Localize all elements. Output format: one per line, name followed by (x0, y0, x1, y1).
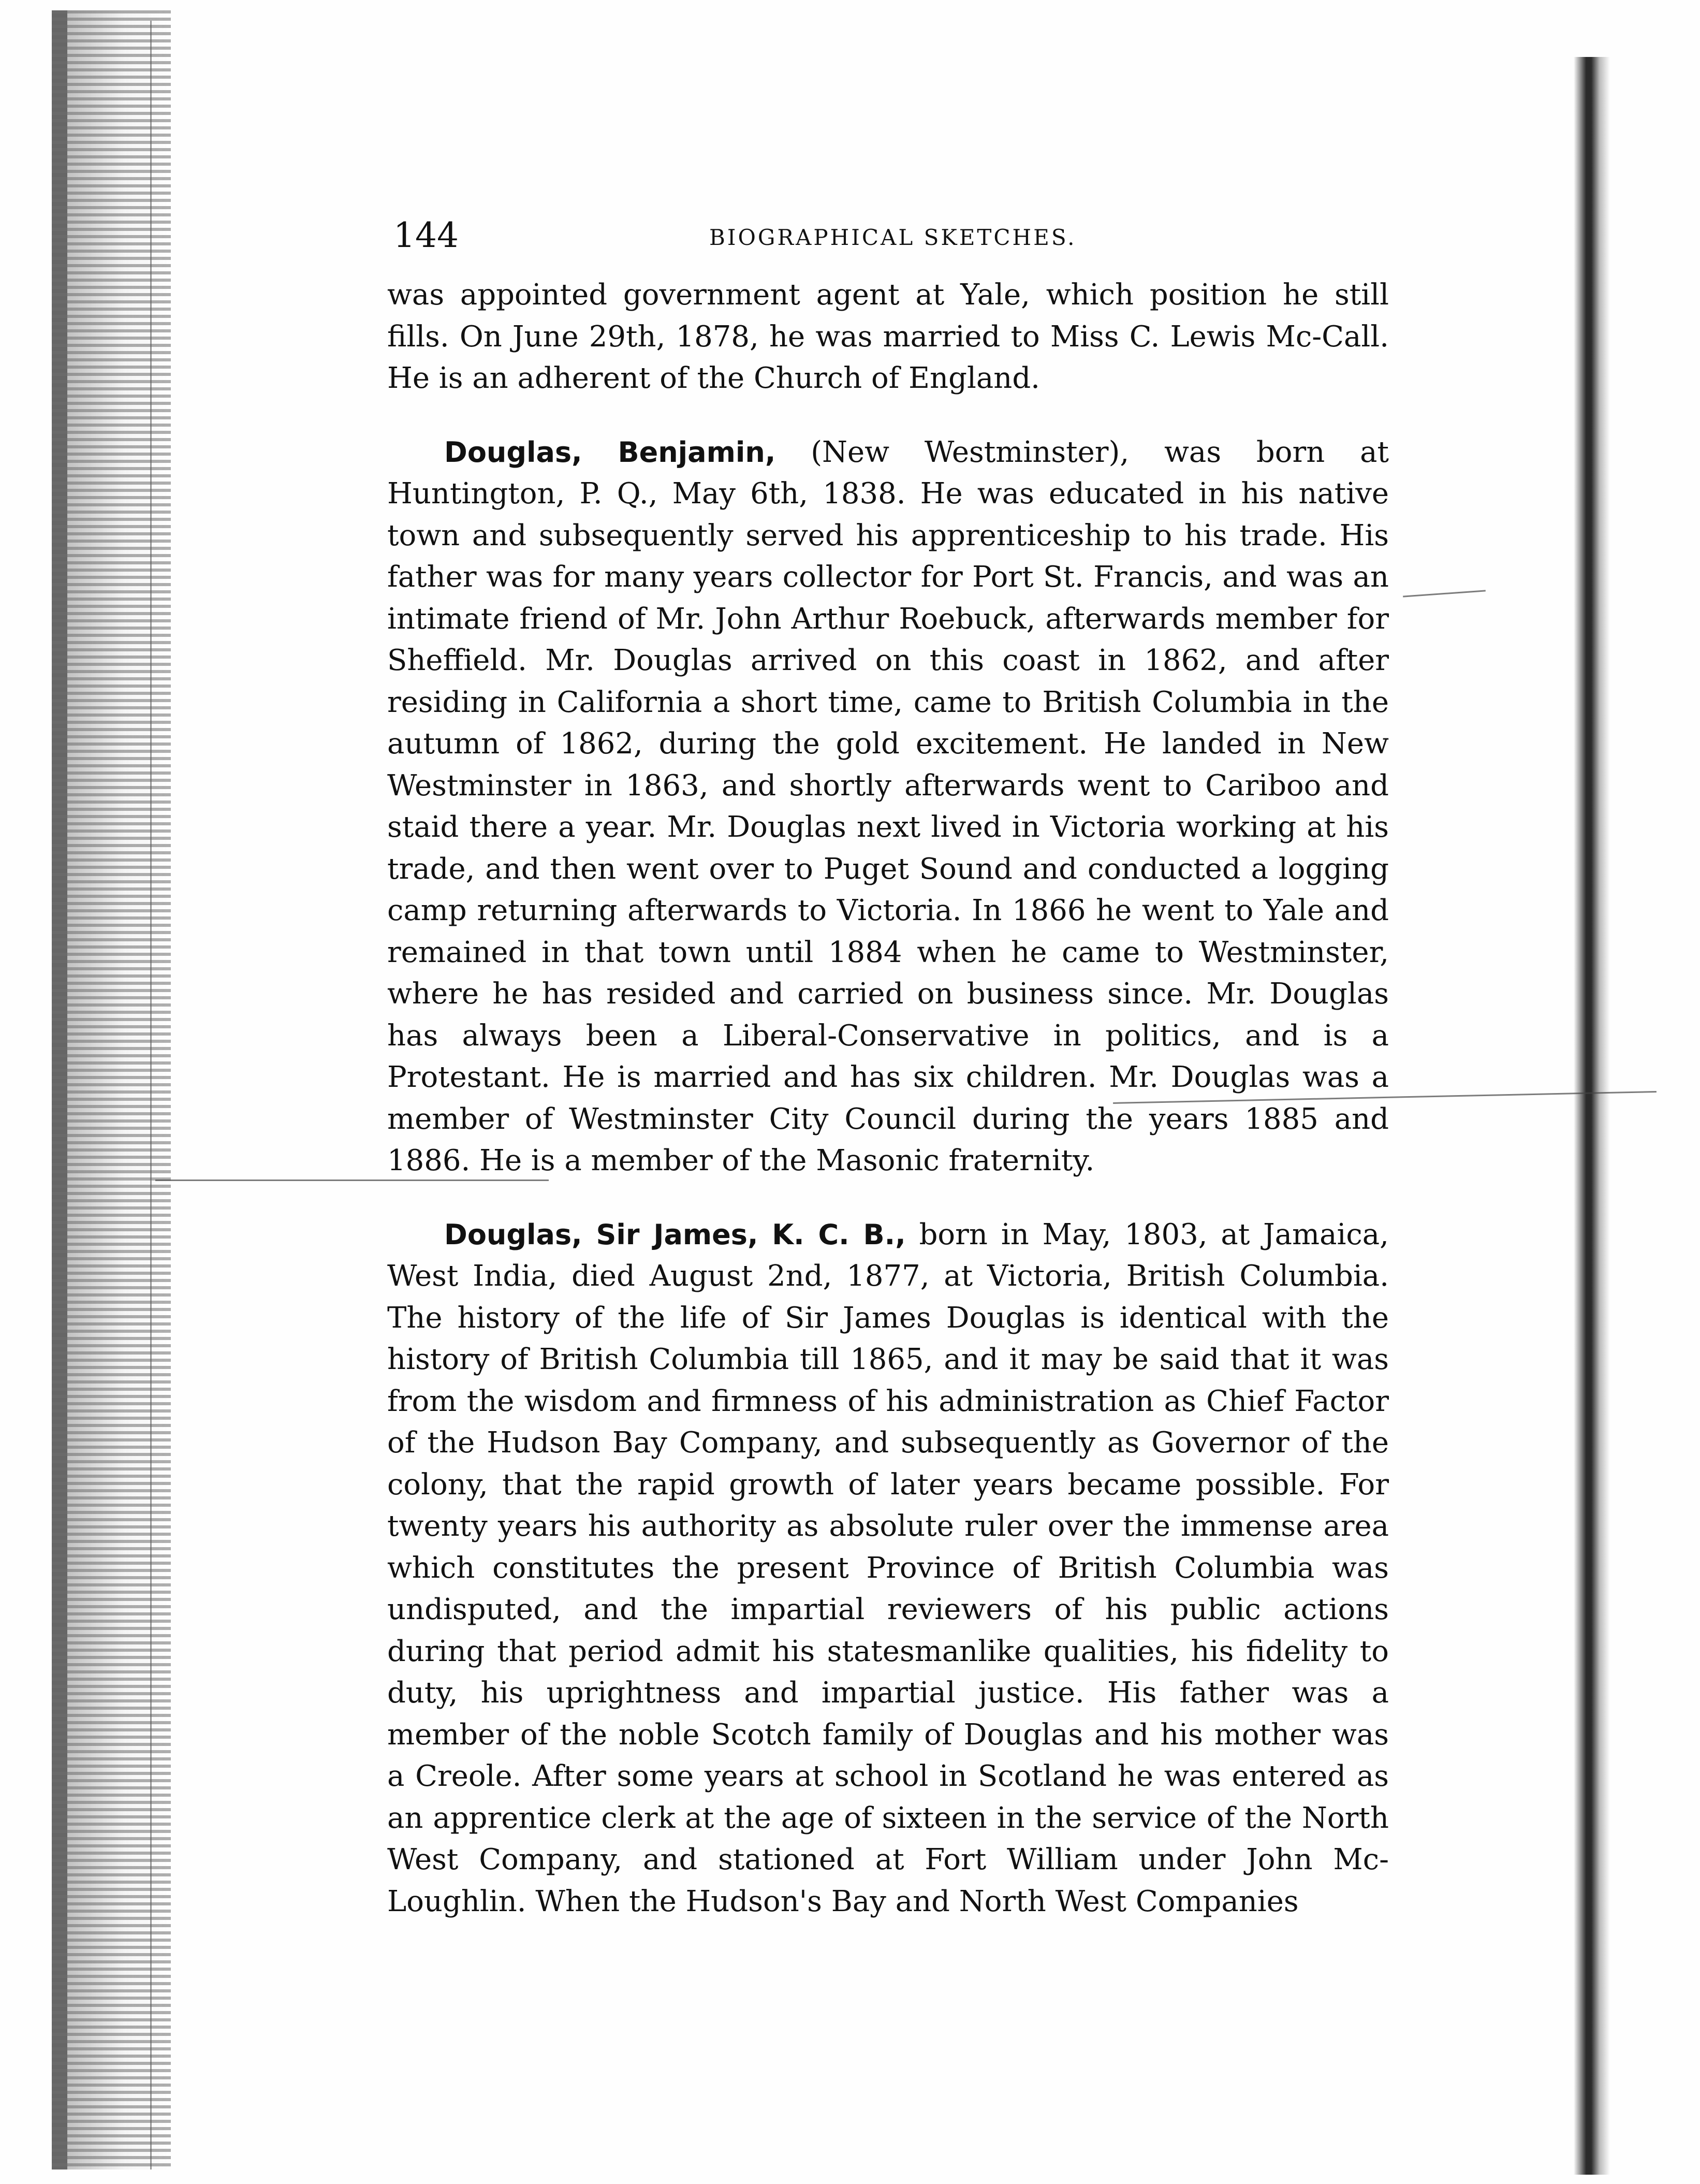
binding-rule-left (150, 21, 152, 2170)
entry-text: (New Westminster), was born at Huntington, P. Q., May 6th, 1838. He was educated in his native town and subsequently served his apprenticeship to his trade. His father was for many years collector for Port St. Francis, and was an intimate friend of Mr. John Arthur Roebuck, afterwards member for Sheffield. Mr. Douglas arrived on this coast in 1862, and after residing in California a short time, came to British Columbia in the autumn of 1862, during the gold excitement. He landed in New Westminster in 1863, and shortly afterwards went to Cariboo and staid there a year. Mr. Douglas next lived in Victoria working at his trade, and then went over to Puget Sound and conducted a logging camp returning afterwards to Victoria. In 1866 he went to Yale and remained in that town until 1884 when he came to Westminster, where he has resided and carried on business since. Mr. Douglas has always been a Liberal-Conservative in politics, and is a Protestant. He is married and has six children. Mr. Douglas was a member of Westminster City Council during the years 1885 and 1886. He is a member of the Masonic fraternity. (387, 435, 1389, 1177)
binding-edge-right (1574, 57, 1610, 2175)
entry-text: was appointed government agent at Yale, which position he still fills. On June 29th, 1878, he was married to Miss C. Lewis Mc-Call. He is an adherent of the Church of England. (387, 278, 1389, 395)
scan-artifact-line (1403, 590, 1486, 597)
entry-subject: Douglas, Sir James, K. C. B., (444, 1218, 906, 1251)
entry-paragraph (387, 432, 1389, 1182)
entry-text: born in May, 1803, at Jamaica, West India, died August 2nd, 1877, at Victoria, British Columbia. The history of the life of Sir James Douglas is identical with the history of British Columbia till 1865, and it may be said that it was from the wisdom and firmness of his administration as Chief Factor of the Hudson Bay Company, and subsequently as Governor of the colony, that the rapid growth of later years became possible. For twenty years his authority as absolute ruler over the immense area which constitutes the present Province of British Columbia was undisputed, and the impartial reviewers of his public actions during that period admit his statesmanlike qualities, his fidelity to duty, his uprightness and impartial justice. His father was a member of the noble Scotch family of Douglas and his mother was a Creole. After some years at school in Scotland he was entered as an apprentice clerk at the age of sixteen in the service of the North West Company, and stationed at Fort William under John Mc-Loughlin. When the Hudson's Bay and North West Companies (387, 1217, 1389, 1918)
body-text (387, 274, 1389, 1923)
page-number: 144 (393, 215, 459, 255)
running-head (393, 212, 1377, 259)
binding-edge-left (52, 10, 171, 2170)
entry-paragraph (387, 1214, 1389, 1923)
running-title: BIOGRAPHICAL SKETCHES. (709, 225, 1077, 250)
entry-paragraph-continued (387, 274, 1389, 400)
entry-subject: Douglas, Benjamin, (444, 435, 776, 469)
